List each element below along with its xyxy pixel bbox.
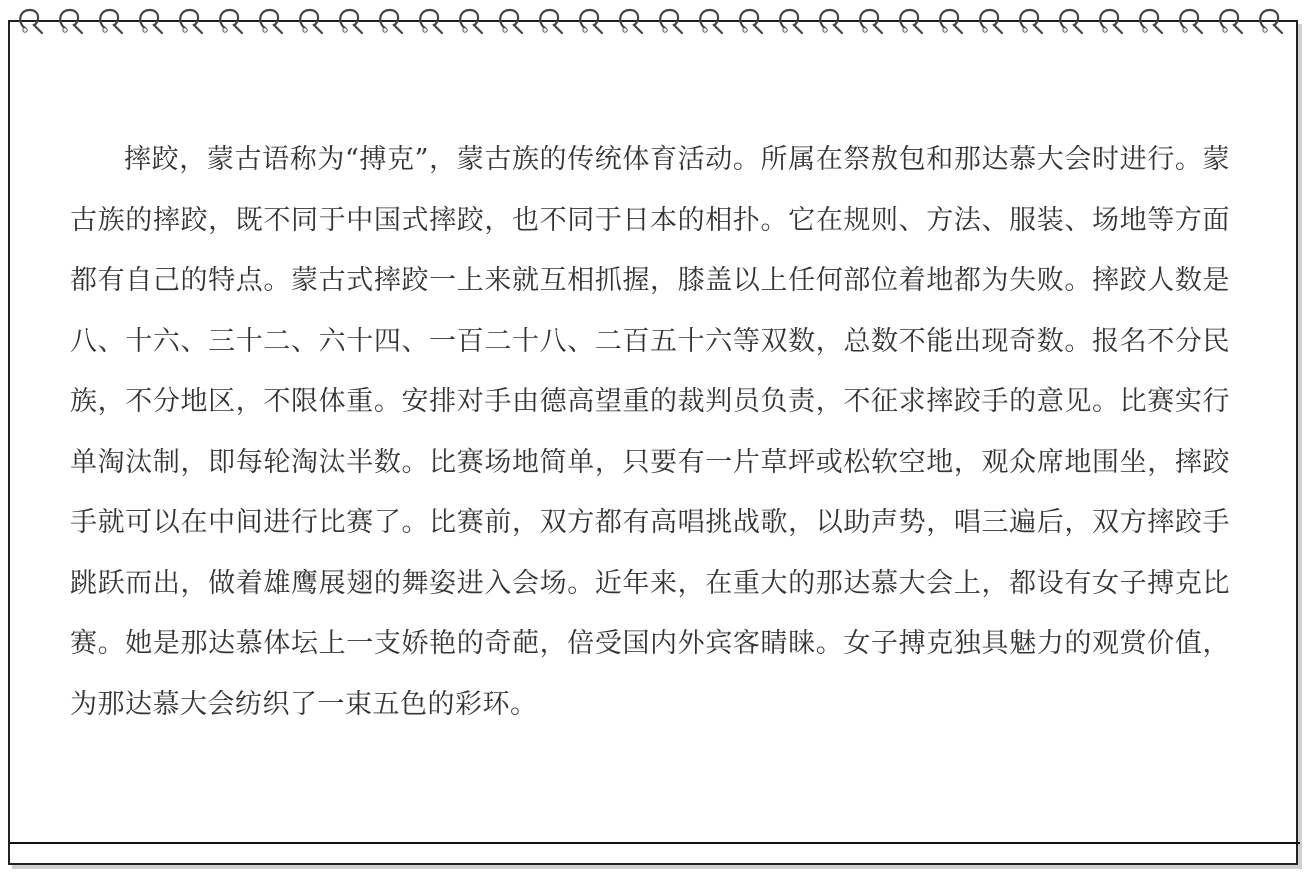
article-paragraph: 摔跤，蒙古语称为“搏克”，蒙古族的传统体育活动。所属在祭敖包和那达慕大会时进行。蒙古族的摔跤，既不同于中国式摔跤，也不同于日本的相扑。它在规则、方法、服装、场地等方面都有自己的特点。蒙古式摔跤一上来就互相抓握，膝盖以上任何部位着地都为失败。摔跤人数是八、十六、三十二、六十四、一百二十八、二百五十六等双数，总数不能出现奇数。报名不分民族，不分地区，不限体重。安排对手由德高望重的裁判员负责，不征求摔跤手的意见。比赛实行单淘汰制，即每轮淘汰半数。比赛场地简单，只要有一片草坪或松软空地，观众席地围坐，摔跤手就可以在中间进行比赛了。比赛前，双方都有高唱挑战歌，以助声势，唱三遍后，双方摔跤手跳跃而出，做着雄鹰展翅的舞姿进入会场。近年来，在重大的那达慕大会上，都设有女子搏克比赛。她是那达慕体坛上一支娇艳的奇葩，倍受国内外宾客睛睐。女子搏克独具魅力的观赏价值，为那达慕大会纺织了一束五色的彩环。: [70, 144, 1230, 720]
bottom-divider: [10, 842, 1300, 844]
